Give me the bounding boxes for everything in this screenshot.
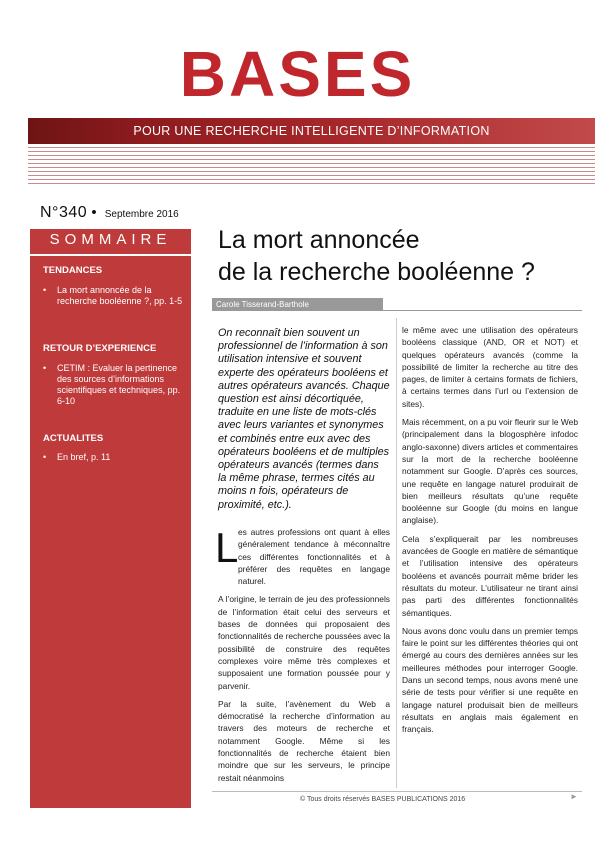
section-heading-retour: RETOUR D’EXPERIENCE <box>43 343 157 354</box>
footer-divider <box>212 791 582 792</box>
paragraph: es autres professions ont quant à elles généralement tendance à méconnaître ces différentes fonctionnalités et à préférer des requêtes en langage naturel. <box>238 527 390 587</box>
tagline: POUR UNE RECHERCHE INTELLIGENTE D’INFORMATION <box>133 124 490 138</box>
column-divider <box>396 318 397 788</box>
paragraph: le même avec une utilisation des opérateurs booléens classique (AND, OR et NOT) et quelques opérateurs avancés (comme la possibilité de limiter la recherche au titre des pages, de limiter à certains formats de fichiers, à certains termes dans l’url ou l’extension de sites). <box>402 325 578 409</box>
article-title-line1: La mort annoncée <box>218 226 420 254</box>
next-page-arrow-icon[interactable]: ► <box>570 792 578 801</box>
decorative-stripes <box>28 147 595 187</box>
article-intro: On reconnaît bien souvent un professionnel de l’information à son utilisation intensive et souvent experte des opérateurs booléens et autres opérateurs avancés. Chaque question est ainsi décortiquée, traduite en une liste de mots-clés avec leurs variantes et synonymes et combinés entre eux avec des opérateurs booléens et de multiples opérateurs avancés (termes dans la même phrase, termes cités au moins n fois, opérateurs de proximité, etc.). <box>218 327 390 511</box>
copyright-notice: © Tous droits réservés BASES PUBLICATIONS 2016 <box>300 796 466 803</box>
toc-item-actualites[interactable] <box>43 452 183 463</box>
bullet-icon: • <box>43 452 47 462</box>
issue-bullet: • <box>91 204 97 221</box>
article-title <box>218 224 578 288</box>
drop-cap: L <box>215 524 239 571</box>
author-divider <box>212 310 582 311</box>
toc-item-tendances[interactable] <box>43 285 183 307</box>
sommaire-divider <box>30 254 191 256</box>
paragraph: A l’origine, le terrain de jeu des professionnels de l’information était celui des serveurs et bases de données qui proposaient des fonctionnalités de recherche poussées avec la possibilité de construire des requêtes complexes voire même très complexes et supposaient une formation poussée pour y parvenir. <box>218 594 390 691</box>
article-column-2 <box>402 324 578 742</box>
bullet-icon: • <box>43 285 47 295</box>
toc-item-retour[interactable] <box>43 363 183 407</box>
paragraph: Nous avons donc voulu dans un premier temps faire le point sur les différentes théories qui ont émergé au cours des dernières années sur les meilleures méthodes pour interroger Google. Dans un second temps, nous avons mené une série de tests pour vérifier si une requête en langage naturel produisait bien de meilleurs résultats en anglais mais également en français. <box>402 625 578 735</box>
issue-number: N°340 <box>40 204 88 221</box>
paragraph: Mais récemment, on a pu voir fleurir sur le Web (principalement dans la blogosphère infodoc anglo-saxonne) divers articles et commentaires sur la mort de la recherche booléenne notamment sur Google. D’après ces sources, une requête en langage naturel produirait de bien meilleurs résultats qu’une requête booléenne sur Google (du moins en langue anglaise). <box>402 417 578 526</box>
author-name: Carole Tisserand-Barthole <box>216 300 309 309</box>
issue-info <box>40 204 179 222</box>
brand-logo: BASES <box>179 38 416 110</box>
article-column-1 <box>218 526 390 790</box>
toc-item-label: La mort annoncée de la recherche booléenne ?, pp. 1-5 <box>57 285 183 306</box>
bullet-icon: • <box>43 363 47 373</box>
toc-item-label: En bref, p. 11 <box>57 452 111 462</box>
toc-item-label: CETIM : Evaluer la pertinence des sources d’informations scientifiques et techniques, pp. 6-10 <box>57 363 181 406</box>
sommaire-title: SOMMAIRE <box>49 231 172 248</box>
issue-date: Septembre 2016 <box>104 209 179 220</box>
section-heading-tendances: TENDANCES <box>43 265 103 276</box>
paragraph: Cela s’expliquerait par les nombreuses avancées de Google en matière de sémantique et l’utilisation intensive des opérateurs booléens et avancés pourrait même brider les résultats du moteur. L’utilisateur ne tirant ainsi pas parti des différentes fonctionnalités sémantiques. <box>402 533 578 618</box>
paragraph: Par la suite, l’avènement du Web a démocratisé la recherche d’information au travers des moteurs de recherche et notamment Google. Même si les fonctionnalités de recherche étaient bien moindre que sur les serveurs, le principe restait néanmoins <box>218 698 390 783</box>
article-title-line2: de la recherche booléenne ? <box>218 258 535 286</box>
section-heading-actualites: ACTUALITES <box>43 433 104 444</box>
sommaire-panel <box>30 229 191 808</box>
